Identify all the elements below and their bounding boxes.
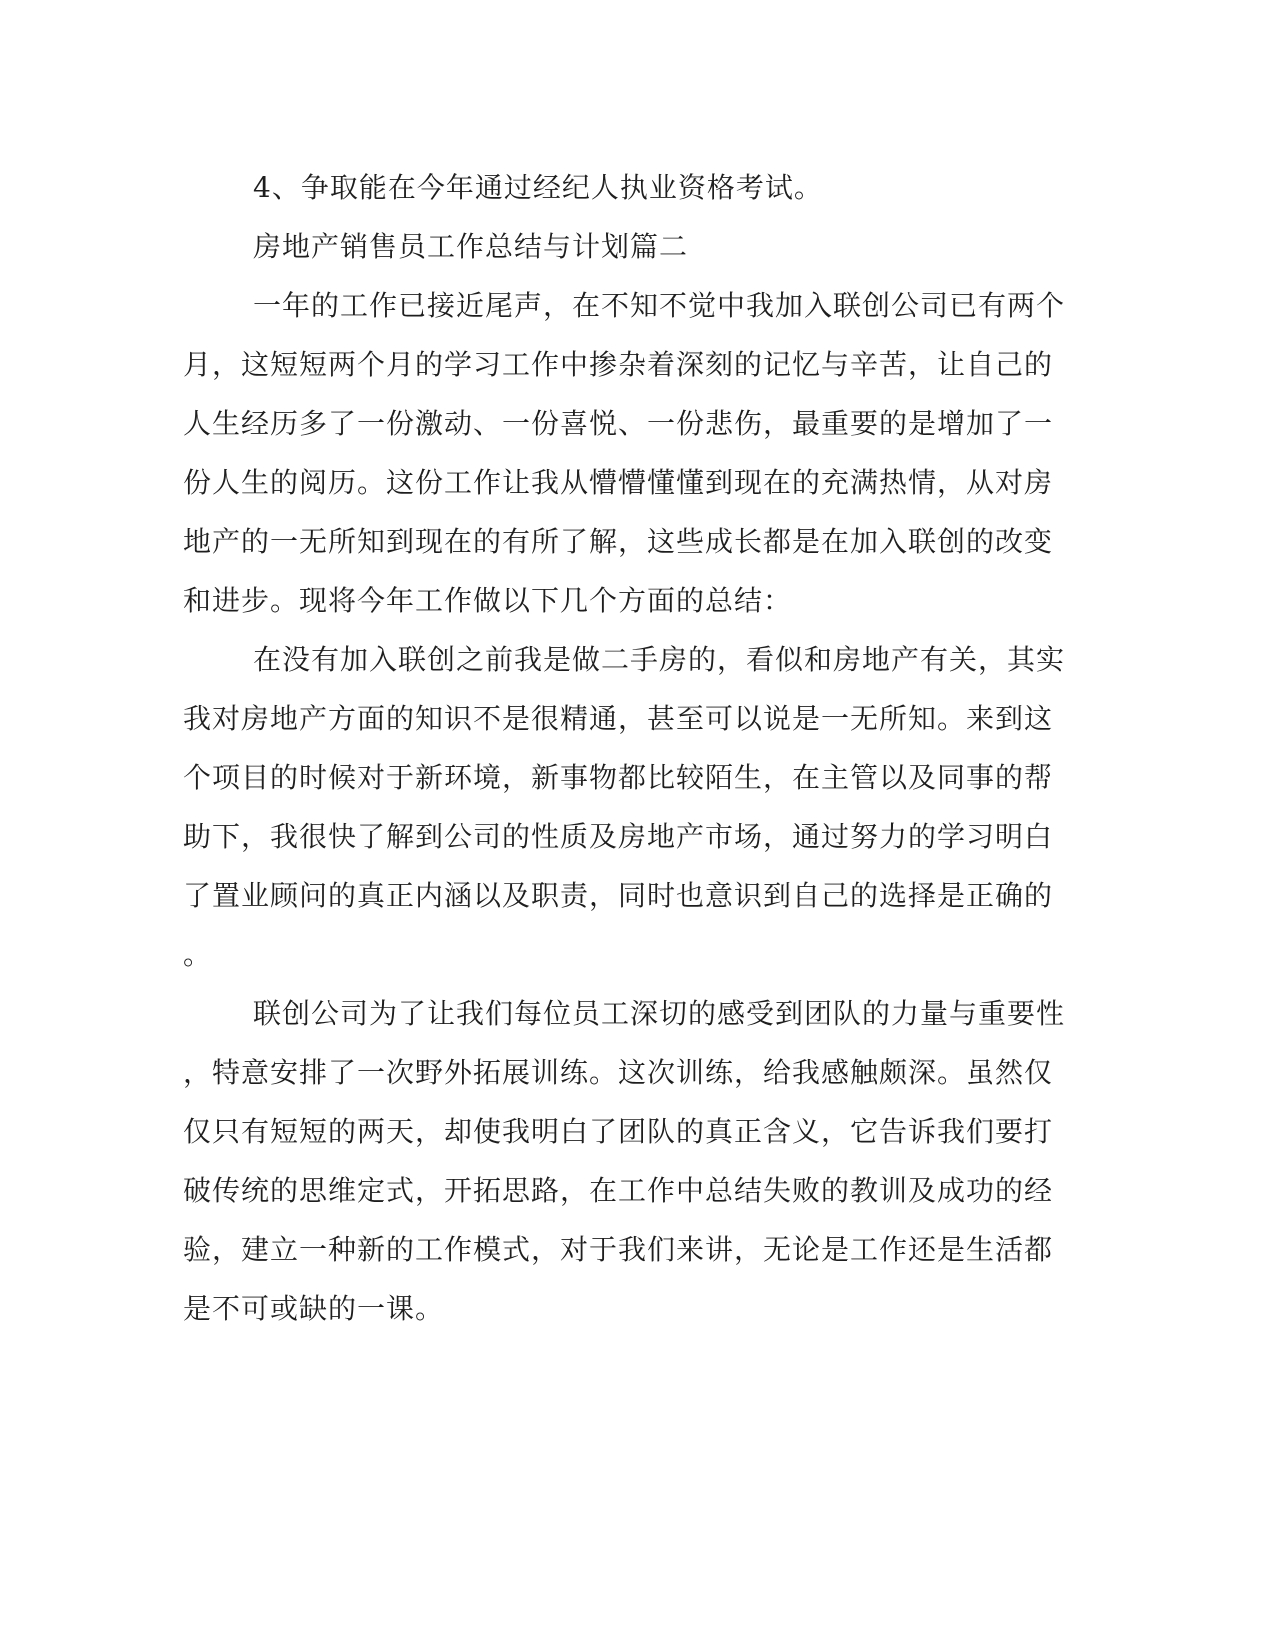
paragraph-line: ，特意安排了一次野外拓展训练。这次训练，给我感触颇深。虽然仅 bbox=[183, 1056, 1054, 1089]
paragraph-line: 地产的一无所知到现在的有所了解，这些成长都是在加入联创的改变 bbox=[183, 525, 1054, 558]
paragraph-line: 个项目的时候对于新环境，新事物都比较陌生，在主管以及同事的帮 bbox=[183, 761, 1054, 794]
paragraph-line: 是不可或缺的一课。 bbox=[183, 1292, 445, 1325]
paragraph-line: 和进步。现将今年工作做以下几个方面的总结： bbox=[183, 584, 793, 617]
paragraph-line: 一年的工作已接近尾声，在不知不觉中我加入联创公司已有两个 bbox=[253, 289, 1066, 322]
paragraph-line: 份人生的阅历。这份工作让我从懵懵懂懂到现在的充满热情，从对房 bbox=[183, 466, 1054, 499]
paragraph-line: 了置业顾问的真正内涵以及职责，同时也意识到自己的选择是正确的 bbox=[183, 879, 1054, 912]
list-item-goal-4: 4、争取能在今年通过经纪人执业资格考试。 bbox=[253, 171, 823, 204]
paragraph-line: 。 bbox=[183, 938, 213, 971]
paragraph-line: 人生经历多了一份激动、一份喜悦、一份悲伤，最重要的是增加了一 bbox=[183, 407, 1054, 440]
paragraph-line: 我对房地产方面的知识不是很精通，甚至可以说是一无所知。来到这 bbox=[183, 702, 1054, 735]
paragraph-line: 联创公司为了让我们每位员工深切的感受到团队的力量与重要性 bbox=[253, 997, 1066, 1030]
paragraph-line: 破传统的思维定式，开拓思路，在工作中总结失败的教训及成功的经 bbox=[183, 1174, 1054, 1207]
paragraph-line: 在没有加入联创之前我是做二手房的，看似和房地产有关，其实 bbox=[253, 643, 1066, 676]
paragraph-line: 月，这短短两个月的学习工作中掺杂着深刻的记忆与辛苦，让自己的 bbox=[183, 348, 1054, 381]
paragraph-line: 助下，我很快了解到公司的性质及房地产市场，通过努力的学习明白 bbox=[183, 820, 1054, 853]
paragraph-line: 验，建立一种新的工作模式，对于我们来讲，无论是工作还是生活都 bbox=[183, 1233, 1054, 1266]
section-title: 房地产销售员工作总结与计划篇二 bbox=[253, 230, 689, 263]
document-body bbox=[183, 158, 1066, 1338]
paragraph-line: 仅只有短短的两天，却使我明白了团队的真正含义，它告诉我们要打 bbox=[183, 1115, 1054, 1148]
